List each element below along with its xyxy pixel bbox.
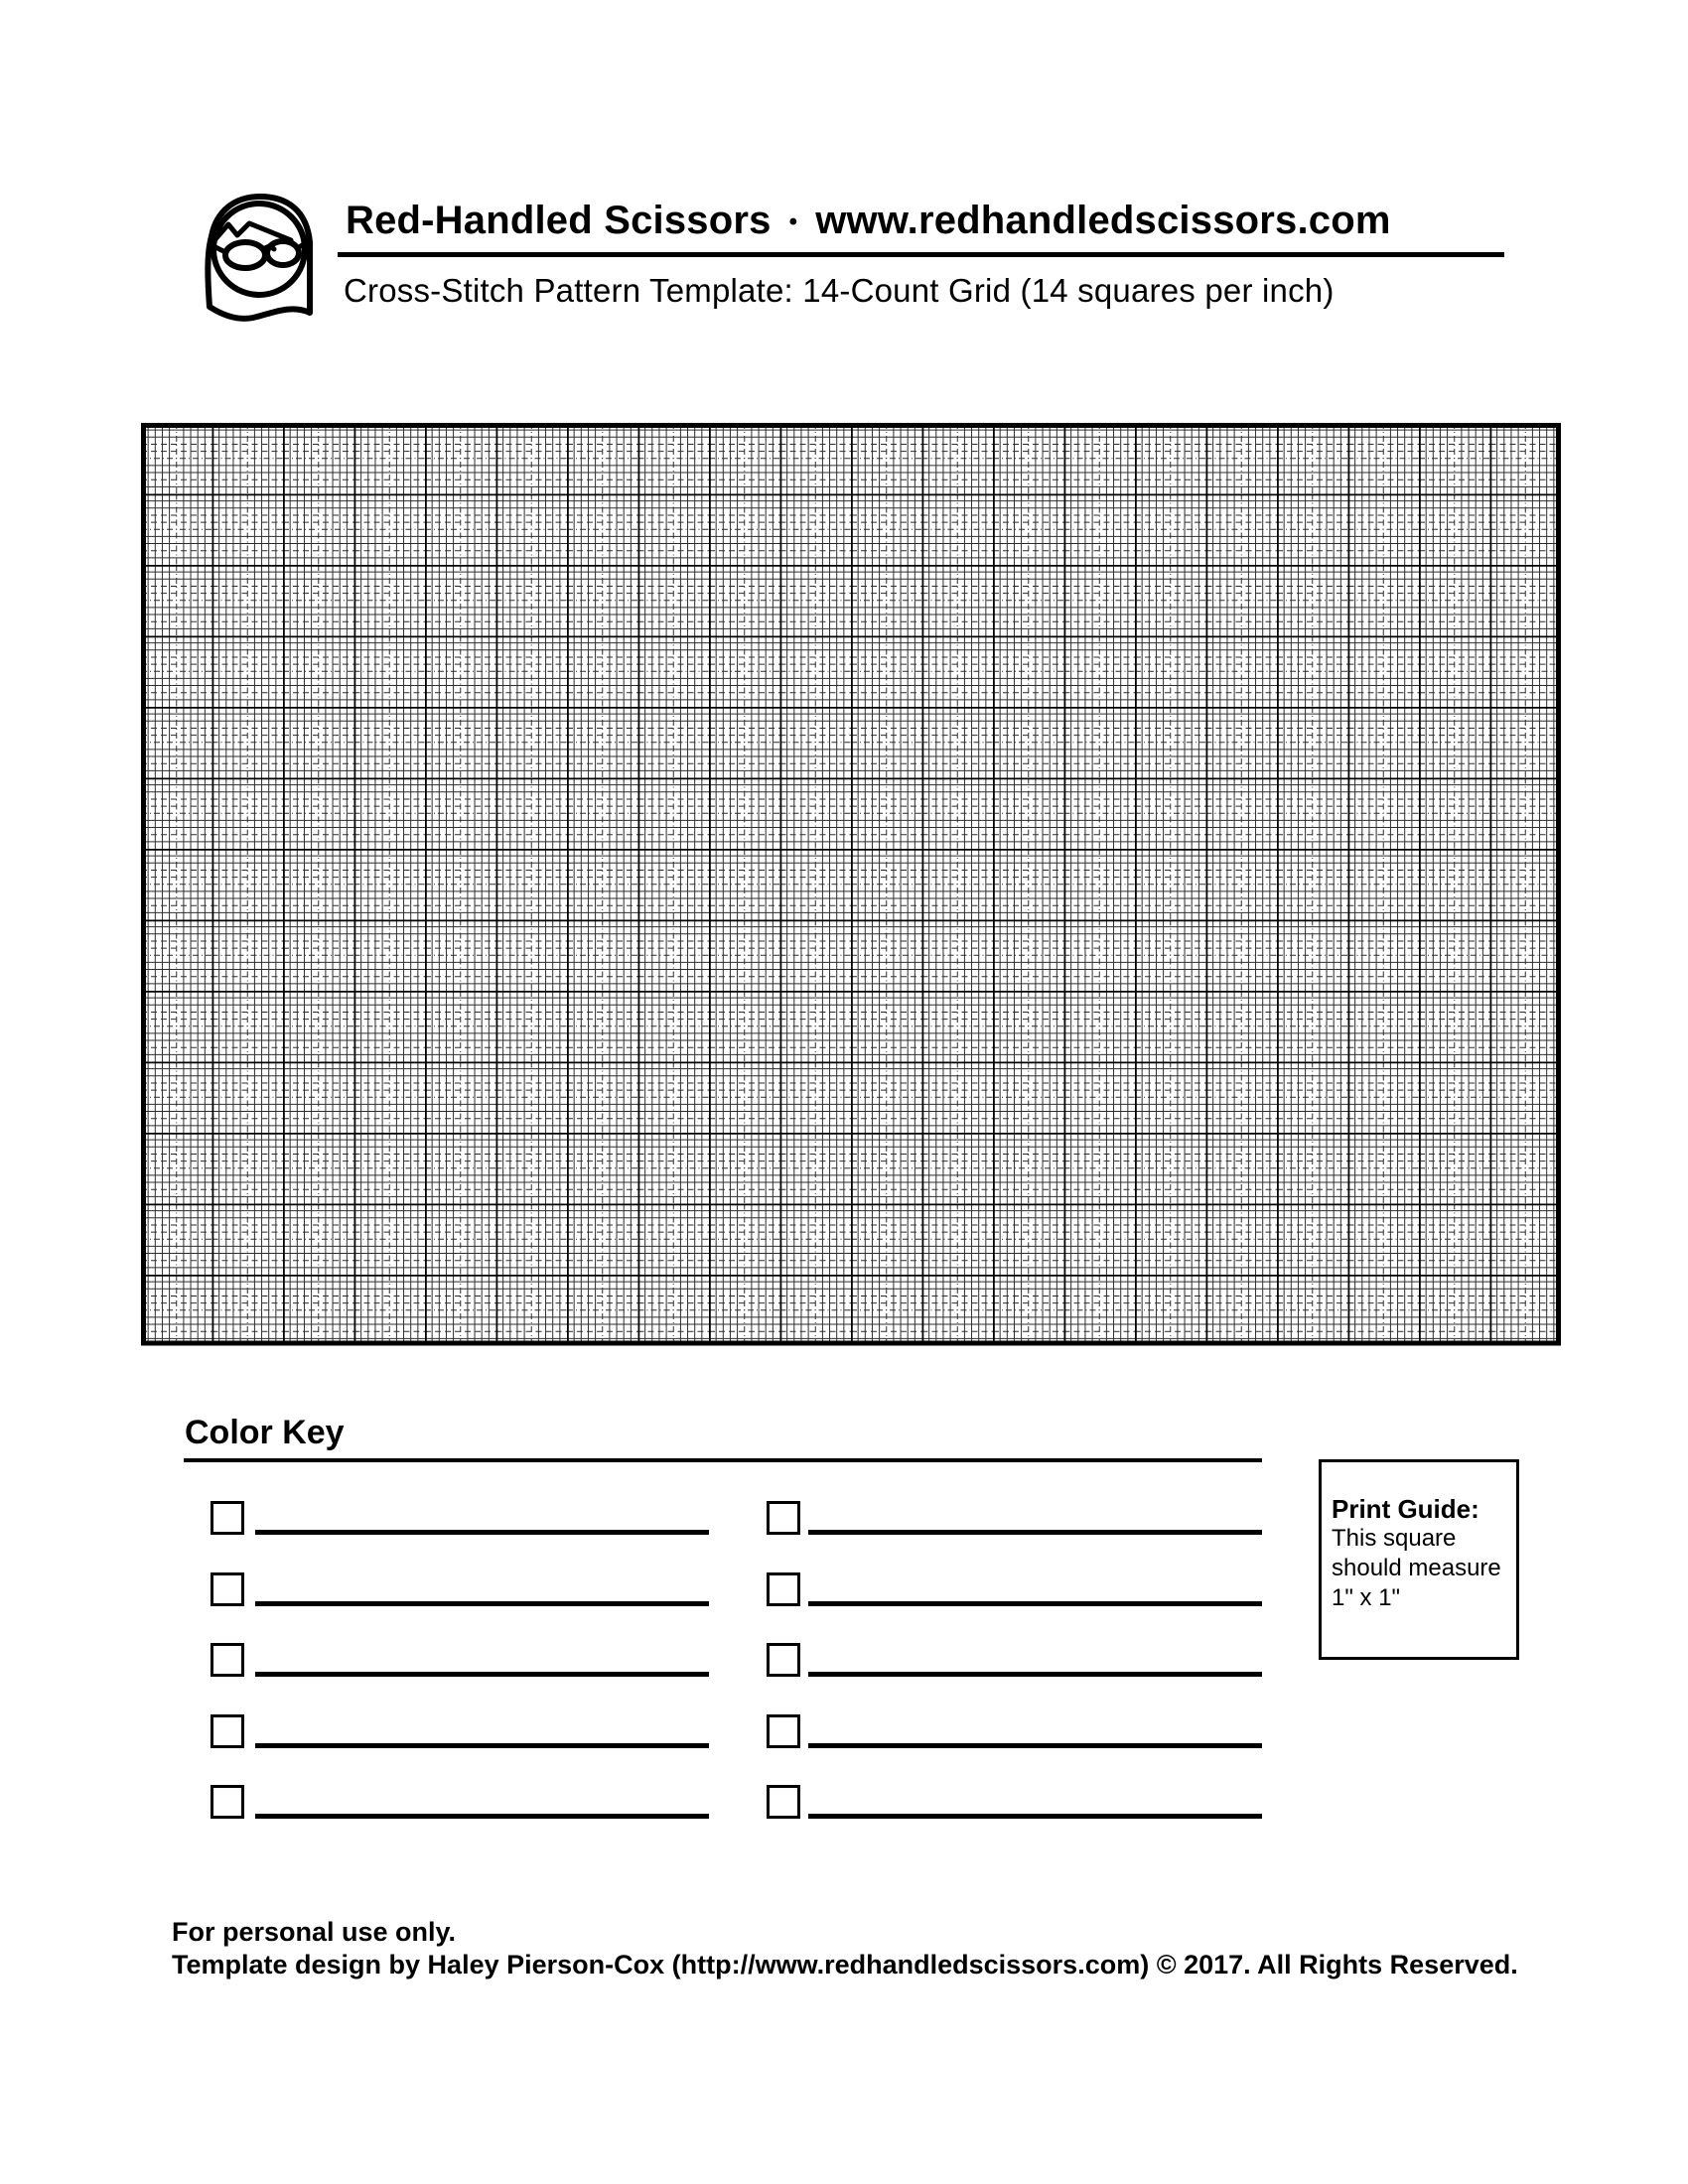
color-key-entry [211, 1714, 767, 1748]
color-key-entry [767, 1572, 1323, 1606]
website-url: www.redhandledscissors.com [815, 199, 1391, 242]
color-key-checkbox [767, 1785, 800, 1819]
color-key-checkbox [211, 1501, 244, 1535]
print-guide-text-line: 1" x 1" [1332, 1584, 1401, 1611]
color-key-entry [767, 1501, 1323, 1535]
color-key-blank-line [255, 1814, 709, 1819]
color-key-blank-line [808, 1814, 1262, 1819]
footer-usage-note: For personal use only. [172, 1917, 457, 1947]
color-key-checkbox [211, 1643, 244, 1677]
color-key-entry [767, 1714, 1323, 1748]
color-key-checkbox [211, 1714, 244, 1748]
color-key-blank-line [808, 1672, 1262, 1677]
face-with-glasses-logo-icon [204, 193, 316, 325]
color-key-divider [184, 1458, 1262, 1462]
color-key-entry [767, 1785, 1323, 1819]
header-title [346, 199, 1391, 242]
bullet-separator: • [788, 208, 798, 235]
color-key-blank-line [255, 1672, 709, 1677]
header-divider [338, 252, 1504, 257]
color-key-blank-line [255, 1530, 709, 1535]
print-guide-box [1319, 1459, 1519, 1660]
print-guide-text-line: should measure [1332, 1555, 1501, 1581]
color-key-checkbox [767, 1714, 800, 1748]
color-key-checkbox [211, 1572, 244, 1606]
color-key-blank-line [255, 1601, 709, 1606]
color-key-entry [211, 1643, 767, 1677]
color-key-checkbox [767, 1501, 800, 1535]
color-key-entry [767, 1643, 1323, 1677]
color-key-entry [211, 1785, 767, 1819]
footer [172, 1916, 1518, 1981]
color-key-blank-line [808, 1743, 1262, 1748]
color-key-blank-line [808, 1530, 1262, 1535]
color-key-entry [211, 1501, 767, 1535]
template-subtitle: Cross-Stitch Pattern Template: 14-Count Grid (14 squares per inch) [344, 272, 1335, 309]
color-key-checkbox [767, 1643, 800, 1677]
color-key-checkbox [767, 1572, 800, 1606]
color-key-entry [211, 1572, 767, 1606]
color-key-checkbox [211, 1785, 244, 1819]
footer-copyright: Template design by Haley Pierson-Cox (http://www.redhandledscissors.com) © 2017. All Rights Reserved. [172, 1950, 1518, 1979]
color-key-blank-line [255, 1743, 709, 1748]
brand-name: Red-Handled Scissors [346, 199, 772, 242]
cross-stitch-grid [141, 423, 1561, 1346]
print-guide-text-line: This square [1332, 1525, 1457, 1552]
print-guide-title: Print Guide: [1332, 1494, 1479, 1524]
color-key-heading: Color Key [185, 1414, 345, 1451]
color-key-blank-line [808, 1601, 1262, 1606]
